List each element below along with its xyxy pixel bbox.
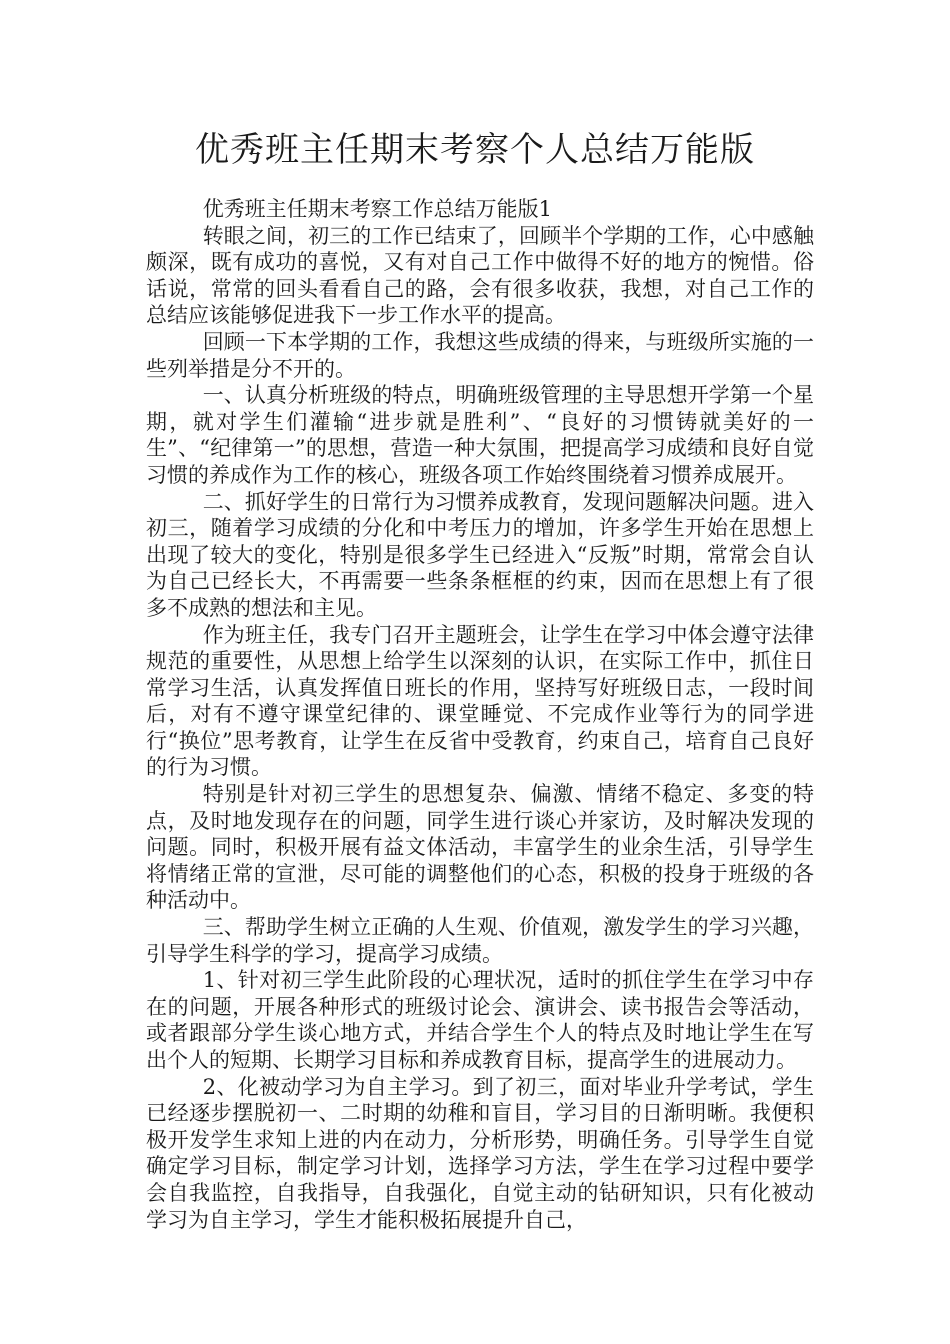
paragraph: 作为班主任，我专门召开主题班会，让学生在学习中体会遵守法律规范的重要性，从思想上给学生以深刻的认识，在实际工作中，抓住日常学习生活，认真发挥值日班长的作用，坚持写好班级日志，一段时间后，对有不遵守课堂纪律的、课堂睡觉、不完成作业等行为的同学进行“换位”思考教育，让学生在反省中受教育，约束自己，培育自己良好的行为习惯。 <box>146 622 814 780</box>
paragraph: 回顾一下本学期的工作，我想这些成绩的得来，与班级所实施的一些列举措是分不开的。 <box>146 329 814 381</box>
paragraph: 二、抓好学生的日常行为习惯养成教育，发现问题解决问题。进入初三，随着学习成绩的分化和中考压力的增加，许多学生开始在思想上出现了较大的变化，特别是很多学生已经进入“反叛”时期，常常会自认为自己已经长大，不再需要一些条条框框的约束，因而在思想上有了很多不成熟的想法和主见。 <box>146 489 814 620</box>
paragraph: 2、化被动学习为自主学习。到了初三，面对毕业升学考试，学生已经逐步摆脱初一、二时期的幼稚和盲目，学习目的日渐明晰。我便积极开发学生求知上进的内在动力，分析形势，明确任务。引导学生自觉确定学习目标，制定学习计划，选择学习方法，学生在学习过程中要学会自我监控，自我指导，自我强化，自觉主动的钻研知识，只有化被动学习为自主学习，学生才能积极拓展提升自己， <box>146 1074 814 1232</box>
document-subtitle: 优秀班主任期末考察工作总结万能版1 <box>202 197 553 221</box>
paragraph: 特别是针对初三学生的思想复杂、偏激、情绪不稳定、多变的特点，及时地发现存在的问题，同学生进行谈心并家访，及时解决发现的问题。同时，积极开展有益文体活动，丰富学生的业余生活，引导学生将情绪正常的宣泄，尽可能的调整他们的心态，积极的投身于班级的各种活动中。 <box>146 782 814 913</box>
document-title: 优秀班主任期末考察个人总结万能版 <box>195 130 755 170</box>
paragraph: 三、帮助学生树立正确的人生观、价值观，激发学生的学习兴趣，引导学生科学的学习，提高学习成绩。 <box>146 915 814 966</box>
paragraph: 1、针对初三学生此阶段的心理状况，适时的抓住学生在学习中存在的问题，开展各种形式的班级讨论会、演讲会、读书报告会等活动，或者跟部分学生谈心地方式，并结合学生个人的特点及时地让学生在写出个人的短期、长期学习目标和养成教育目标，提高学生的进展动力。 <box>146 968 814 1072</box>
document-body <box>146 196 814 1233</box>
paragraph: 转眼之间，初三的工作已结束了，回顾半个学期的工作，心中感触颇深，既有成功的喜悦，又有对自己工作中做得不好的地方的惋惜。俗话说，常常的回头看看自己的路，会有很多收获，我想，对自己工作的总结应该能够促进我下一步工作水平的提高。 <box>146 223 814 328</box>
paragraph: 一、认真分析班级的特点，明确班级管理的主导思想开学第一个星期，就对学生们灌输“进步就是胜利”、“良好的习惯铸就美好的一生”、“纪律第一”的思想，营造一种大氛围，把提高学习成绩和良好自觉习惯的养成作为工作的核心，班级各项工作始终围绕着习惯养成展开。 <box>146 383 814 487</box>
